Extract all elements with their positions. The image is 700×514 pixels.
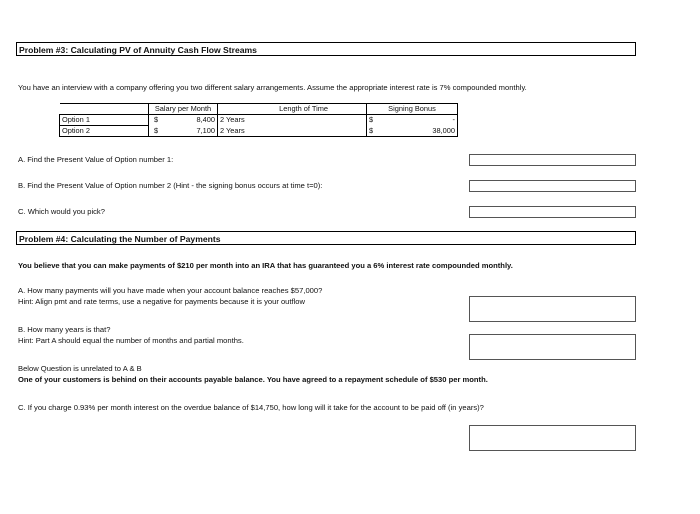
problem3-intro: You have an interview with a company offering you two different salary arrangements. Assume the appropriate interest rate is 7% compounded monthly.: [18, 83, 527, 92]
salary-header: Salary per Month: [149, 104, 218, 115]
problem4-answer-a-box[interactable]: [469, 296, 636, 322]
row-label: Option 1: [60, 115, 149, 126]
problem3-answer-b-box[interactable]: [469, 180, 636, 192]
problem3-question-a: A. Find the Present Value of Option number 1:: [18, 155, 174, 164]
problem4-intro: You believe that you can make payments of $210 per month into an IRA that has guaranteed you a 6% interest rate compounded monthly.: [18, 261, 513, 270]
problem3-answer-a-box[interactable]: [469, 154, 636, 166]
table-row: [60, 126, 458, 137]
bonus-value: 38,000: [383, 126, 458, 137]
salary-table: [59, 103, 458, 137]
problem4-note: Below Question is unrelated to A & B: [18, 364, 142, 373]
problem4-title: Problem #4: Calculating the Number of Payments: [16, 231, 636, 245]
bonus-header: Signing Bonus: [367, 104, 458, 115]
problem4-customer-text: One of your customers is behind on their accounts payable balance. You have agreed to a repayment schedule of $530 per month.: [18, 375, 488, 384]
problem3-answer-c-box[interactable]: [469, 206, 636, 218]
bonus-currency: $: [367, 115, 384, 126]
problem3-title: Problem #3: Calculating PV of Annuity Cash Flow Streams: [16, 42, 636, 56]
length-value: 2 Years: [218, 126, 349, 137]
problem4-answer-c-box[interactable]: [469, 425, 636, 451]
salary-table-header: [60, 104, 458, 115]
length-value: 2 Years: [218, 115, 349, 126]
row-label: Option 2: [60, 126, 149, 137]
problem3-question-c: C. Which would you pick?: [18, 207, 105, 216]
problem4-answer-b-box[interactable]: [469, 334, 636, 360]
salary-value: 8,400: [196, 115, 215, 125]
problem4-question-a-hint: Hint: Align pmt and rate terms, use a negative for payments because it is your outflow: [18, 297, 306, 306]
length-header: Length of Time: [218, 104, 349, 115]
salary-currency: $: [153, 115, 159, 125]
salary-value: 7,100: [163, 126, 218, 137]
problem4-question-b-hint: Hint: Part A should equal the number of months and partial months.: [18, 336, 244, 345]
salary-currency: $: [149, 126, 164, 137]
bonus-currency: $: [367, 126, 384, 137]
problem4-question-a: A. How many payments will you have made when your account balance reaches $57,000?: [18, 286, 323, 295]
bonus-value: -: [383, 115, 458, 126]
problem3-question-b: B. Find the Present Value of Option number 2 (Hint - the signing bonus occurs at time t=0):: [18, 181, 323, 190]
problem4-question-c: C. If you charge 0.93% per month interest on the overdue balance of $14,750, how long will it take for the account to be paid off (in years)?: [18, 403, 484, 412]
table-row: [60, 115, 458, 126]
problem4-question-b: B. How many years is that?: [18, 325, 111, 334]
